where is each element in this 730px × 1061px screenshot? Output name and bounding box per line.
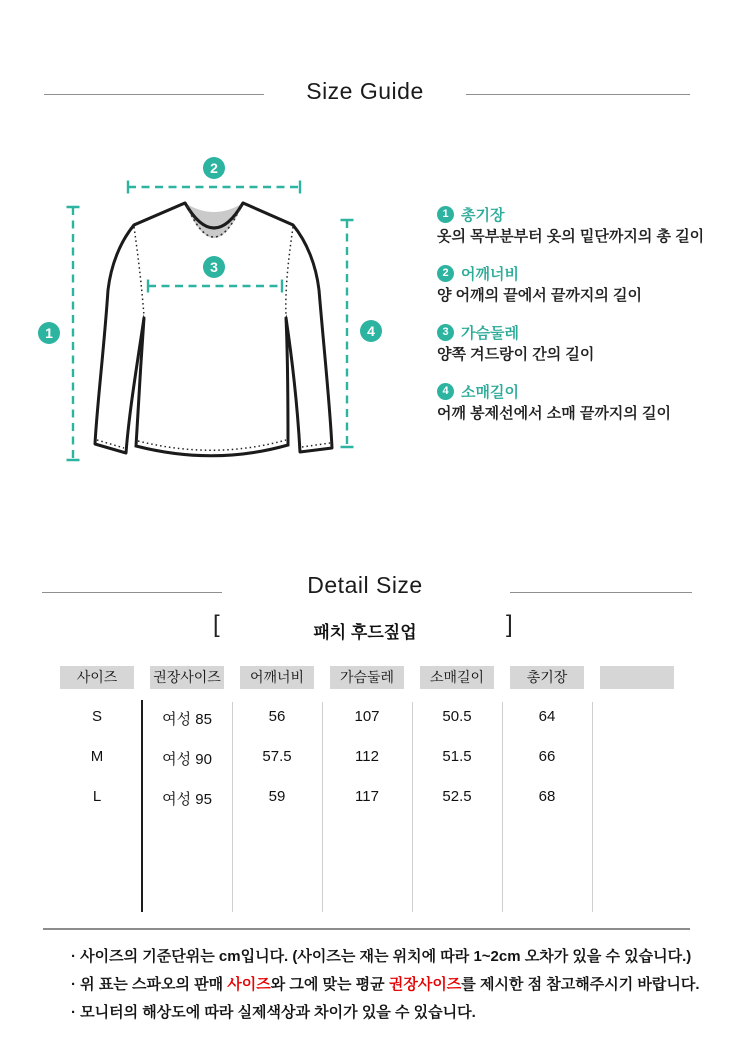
note-line-2 [71, 971, 701, 999]
legend-number-icon: 1 [437, 206, 454, 223]
note-red-size: 사이즈 [227, 976, 271, 993]
page-title: Size Guide [306, 78, 424, 104]
col-header-shoulder: 어깨너비 [240, 666, 314, 689]
legend-title: 총기장 [461, 206, 505, 224]
col-header-empty [600, 666, 674, 689]
detail-rule-right [510, 592, 692, 593]
note-text: · 위 표는 스파오의 판매 [71, 976, 228, 993]
legend-desc: 양쪽 겨드랑이 간의 길이 [437, 346, 595, 363]
cell-chest: 107 [354, 708, 380, 725]
legend-title: 가슴둘레 [461, 324, 519, 342]
table-divider [592, 702, 593, 912]
marker-number-1: 1 [45, 325, 53, 341]
legend-number-icon: 3 [437, 324, 454, 341]
detail-size-title: Detail Size [307, 572, 423, 598]
bracket-left: [ [213, 611, 220, 638]
marker-number-2: 2 [210, 160, 218, 176]
legend-item-shoulder [437, 264, 727, 305]
col-header-total: 총기장 [510, 666, 584, 689]
notes-block [71, 943, 701, 1027]
cell-chest: 117 [355, 788, 379, 805]
cell-sleeve: 50.5 [442, 708, 472, 725]
shirt-measurement-diagram [30, 150, 430, 490]
cell-chest: 112 [355, 748, 379, 765]
cell-sleeve: 52.5 [442, 788, 472, 805]
note-line-3: · 모니터의 해상도에 따라 실제색상과 차이가 있을 수 있습니다. [71, 1004, 476, 1021]
note-red-recommended: 권장사이즈 [388, 976, 462, 993]
legend-number-icon: 2 [437, 265, 454, 282]
col-header-sleeve: 소매길이 [420, 666, 494, 689]
note-text: 와 그에 맞는 평균 [270, 976, 389, 993]
cell-recommended: 여성 90 [162, 751, 212, 768]
legend-title: 어깨너비 [461, 265, 519, 283]
cell-shoulder: 57.5 [262, 748, 292, 765]
shirt-body [136, 203, 292, 456]
cell-sleeve: 51.5 [442, 748, 472, 765]
legend-item-sleeve [437, 382, 727, 423]
cell-size: S [91, 708, 102, 725]
legend-title: 소매길이 [461, 383, 519, 401]
cell-size: L [92, 788, 102, 805]
marker-number-4: 4 [367, 323, 375, 339]
legend-desc: 양 어깨의 끝에서 끝까지의 길이 [437, 287, 643, 304]
cell-total: 68 [538, 788, 556, 805]
legend-item-chest [437, 323, 727, 364]
legend-desc: 어깨 봉제선에서 소매 끝까지의 길이 [437, 405, 672, 422]
legend-item-total-length [437, 205, 727, 246]
cell-shoulder: 56 [268, 708, 286, 725]
cell-total: 64 [538, 708, 556, 725]
cell-recommended: 여성 95 [162, 791, 212, 808]
col-header-size: 사이즈 [60, 666, 134, 689]
marker-number-3: 3 [210, 259, 218, 275]
cell-shoulder: 59 [268, 788, 286, 805]
cell-recommended: 여성 85 [162, 711, 212, 728]
note-text: 를 제시한 점 참고해주시기 바랍니다. [461, 976, 700, 993]
cell-size: M [90, 748, 104, 765]
cell-total: 66 [538, 748, 556, 765]
col-header-chest: 가슴둘레 [330, 666, 404, 689]
legend-number-icon: 4 [437, 383, 454, 400]
bracket-right: ] [506, 611, 513, 638]
notes-divider [43, 928, 690, 930]
note-line-1: · 사이즈의 기준단위는 cm입니다. (사이즈는 재는 위치에 따라 1~2cm 오차가 있을 수 있습니다.) [71, 948, 692, 965]
product-name: 패치 후드짚업 [313, 623, 417, 642]
title-rule-right [466, 94, 690, 95]
col-header-recommended: 권장사이즈 [150, 666, 224, 689]
legend-desc: 옷의 목부분부터 옷의 밑단까지의 총 길이 [437, 228, 705, 245]
